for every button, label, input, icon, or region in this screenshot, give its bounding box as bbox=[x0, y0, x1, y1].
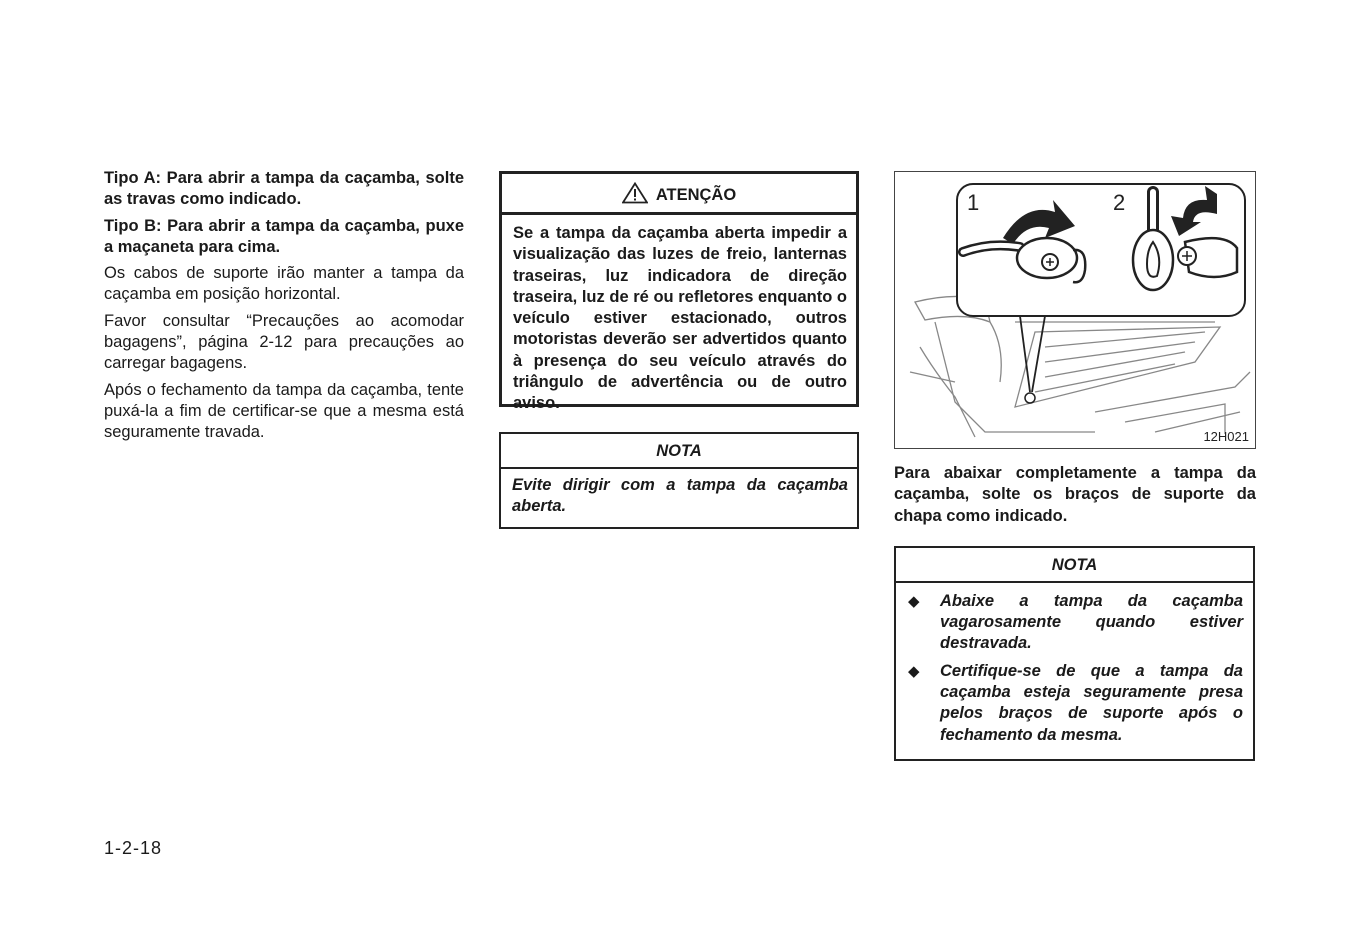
note-2-body bbox=[896, 583, 1253, 759]
type-a-instruction: Tipo A: Para abrir a tampa da caçamba, solte as travas como indicado. bbox=[104, 169, 464, 209]
warning-box bbox=[499, 171, 859, 413]
support-cables-text: Os cabos de suporte irão manter a tampa da caçamba em posição horizontal. bbox=[104, 264, 464, 304]
closing-check-text: Após o fechamento da tampa da caçamba, tente puxá-la a fim de certificar-se que a mesma está seguramente travada. bbox=[104, 380, 464, 442]
diamond-bullet-icon: ◆ bbox=[908, 592, 920, 610]
right-column bbox=[894, 171, 1256, 761]
diamond-bullet-icon: ◆ bbox=[908, 662, 920, 680]
list-item: ◆ Abaixe a tampa da caçamba vagarosamente quando estiver destravada. bbox=[906, 591, 1243, 655]
warning-body: Se a tampa da caçamba aberta impedir a visualização das luzes de freio, lanternas traseiras, luz indicadora de direção traseira, luz de ré ou refletores enquanto o veículo estiver estacionado, outros motoristas deverão ser advertidos quanto à presença do seu veículo através do triângulo de advertência ou de outro aviso. bbox=[513, 224, 847, 413]
figure-code: 12H021 bbox=[1203, 429, 1249, 444]
note-box-2 bbox=[894, 546, 1255, 761]
note-1-header: NOTA bbox=[501, 434, 857, 469]
note-1-body: Evite dirigir com a tampa da caçamba aberta. bbox=[512, 476, 848, 516]
step-2-label: 2 bbox=[1113, 190, 1126, 215]
tailgate-support-arm-drawing bbox=[895, 172, 1255, 448]
page-number: 1-2-18 bbox=[104, 838, 163, 858]
warning-triangle-icon bbox=[622, 182, 648, 204]
warning-header bbox=[502, 174, 856, 215]
type-b-instruction: Tipo B: Para abrir a tampa da caçamba, puxe a maçaneta para cima. bbox=[104, 216, 464, 256]
list-item: ◆ Certifique-se de que a tampa da caçamba esteja seguramente presa pelos braços de suporte após o fechamento da mesma. bbox=[906, 661, 1243, 746]
left-column bbox=[104, 168, 464, 449]
warning-title: ATENÇÃO bbox=[655, 186, 737, 204]
step-1-label: 1 bbox=[967, 190, 980, 215]
note-2-header: NOTA bbox=[896, 548, 1253, 583]
note-box-1 bbox=[499, 432, 859, 529]
precautions-reference-text: Favor consultar “Precauções ao acomodar bagagens”, página 2-12 para precauções ao carregar bagagens. bbox=[104, 311, 464, 373]
tailgate-illustration bbox=[894, 171, 1256, 449]
middle-column bbox=[499, 171, 859, 529]
figure-caption: Para abaixar completamente a tampa da caçamba, solte os braços de suporte da chapa como indicado. bbox=[894, 464, 1256, 525]
